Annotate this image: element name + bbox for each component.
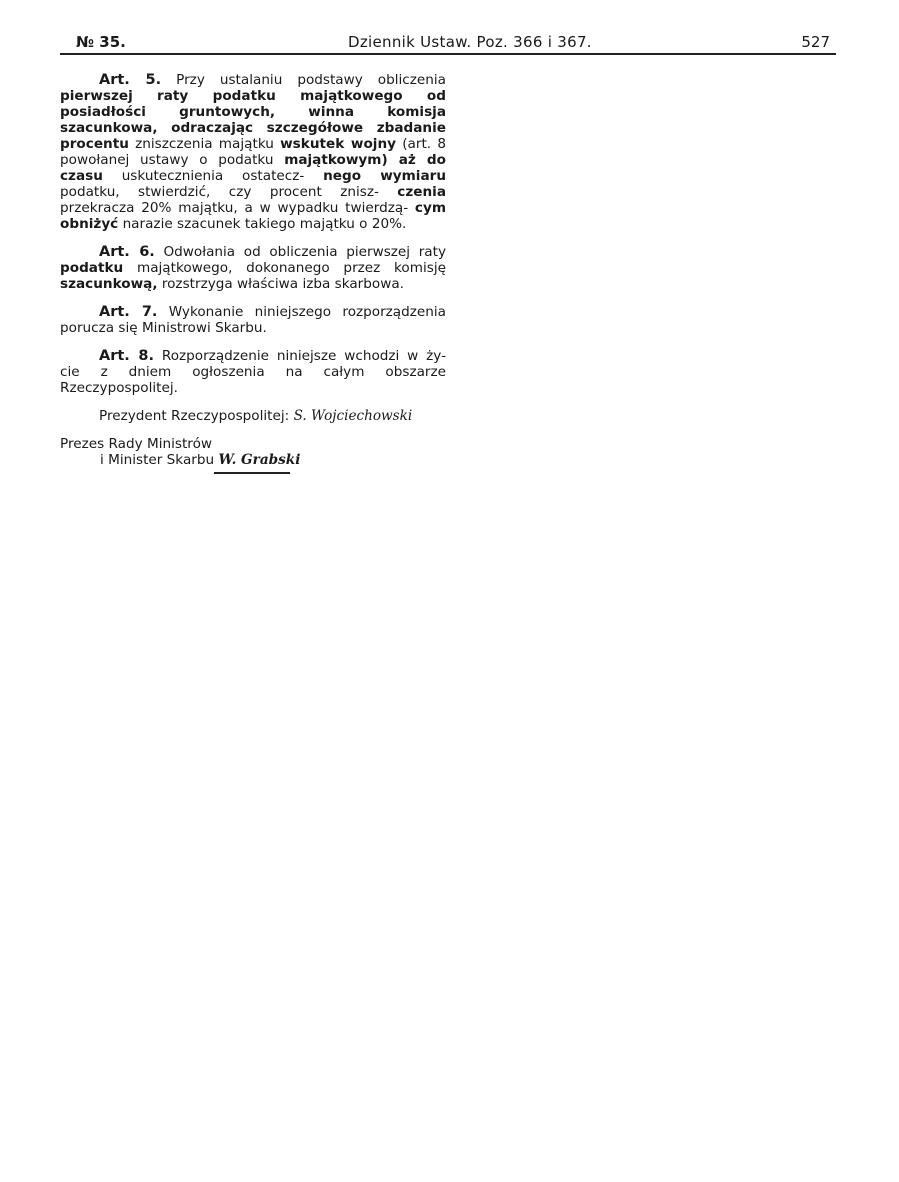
article-text: Wykonanie niniejszego rozporządzenia porucza się Ministrowi Skarbu.: [60, 304, 446, 336]
article-8: [60, 348, 446, 396]
article-text: rozstrzyga właściwa izba skarbowa.: [157, 276, 404, 292]
article-text: Przy ustalaniu podstawy obliczenia: [161, 72, 446, 88]
pm-line-1: Prezes Rady Ministrów: [60, 436, 213, 452]
article-7: [60, 304, 446, 336]
article-text: Odwołania od obliczenia pierwszej raty: [154, 244, 446, 260]
article-label: Art. 5.: [99, 72, 162, 88]
article-text: uskutecznienia ostatecz-: [102, 168, 324, 184]
article-text: Rozporządzenie niniejsze wchodzi w ży-: [154, 348, 446, 364]
page-number: 527: [801, 33, 830, 51]
article-text: przekracza 20% majątku, a w wypadku twierdzą-: [60, 200, 415, 216]
article-text: zniszczenia majątku: [128, 136, 281, 152]
article-text: czenia: [397, 184, 446, 200]
article-text: wskutek wojny: [280, 136, 396, 152]
article-text: (art. 8 powołanej ustawy o podatku: [60, 136, 446, 168]
article-text: szacunkową,: [60, 276, 158, 292]
article-label: Art. 8.: [99, 348, 154, 364]
pm-line-2: [60, 452, 446, 468]
article-label: Art. 7.: [99, 304, 158, 320]
end-rule: [214, 472, 290, 474]
issue-number: № 35.: [76, 33, 126, 51]
article-label: Art. 6.: [99, 244, 155, 260]
president-label: Prezydent Rzeczypospolitej:: [99, 408, 294, 424]
article-text: majątkowego, dokonanego przez komisję: [123, 260, 446, 276]
article-text: narazie szacunek takiego majątku o 20%.: [118, 216, 407, 232]
article-text: cym obniżyć: [60, 200, 446, 232]
pm-name: W. Grabski: [218, 452, 301, 468]
header-rule: [60, 53, 836, 55]
president-name: S. Wojciechowski: [293, 408, 413, 424]
article-text: majątkowym) aż do czasu: [60, 152, 446, 184]
page-header: [60, 33, 830, 53]
article-text: podatku: [60, 260, 124, 276]
article-text: cie z dniem ogłoszenia na całym obszarze Rzeczypospolitej.: [60, 364, 446, 396]
article-5: [60, 72, 446, 232]
text-column: [60, 72, 446, 468]
minister-signature: [60, 436, 446, 468]
article-6: [60, 244, 446, 292]
article-text: podatku, stwierdzić, czy procent znisz-: [60, 184, 398, 200]
articles: [60, 72, 446, 396]
journal-title: Dziennik Ustaw. Poz. 366 i 367.: [348, 33, 592, 51]
pm-title: i Minister Skarbu: [100, 452, 219, 468]
president-signature: [60, 408, 446, 424]
article-text: nego wymiaru: [323, 168, 447, 184]
article-text: pierwszej raty podatku majątkowego od posiadłości gruntowych, winna komisja szacunkowa, odraczając szczegółowe zbadanie procentu: [60, 88, 446, 152]
